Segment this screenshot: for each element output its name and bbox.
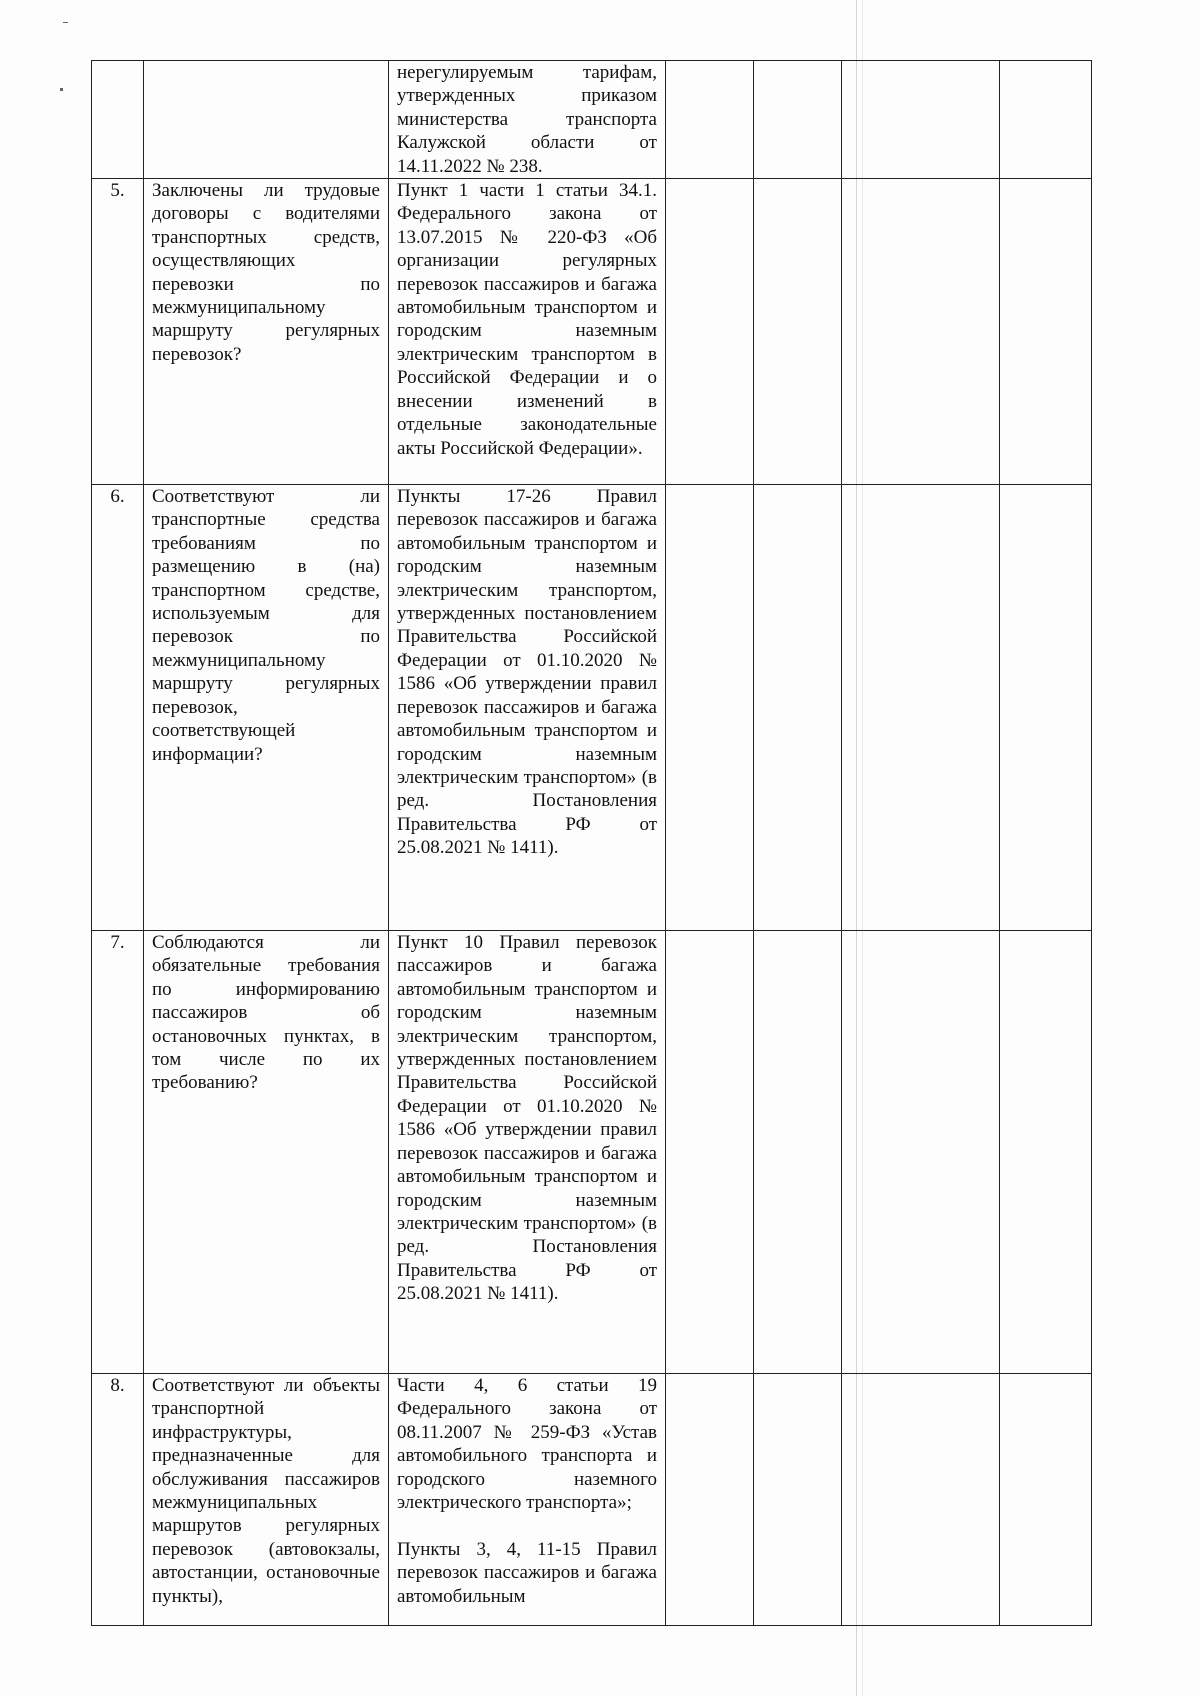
row-number	[92, 61, 144, 179]
empty-cell	[666, 1374, 754, 1626]
scan-speck	[60, 88, 63, 91]
checklist-table	[91, 60, 1092, 1626]
table-row	[92, 61, 1092, 179]
table-row	[92, 1374, 1092, 1626]
empty-cell	[754, 179, 842, 485]
row-number: 7.	[92, 931, 144, 1374]
empty-cell	[1000, 61, 1092, 179]
row-legal-reference: Пункты 17-26 Правил перевозок пассажиров и багажа автомобильным транспортом и городским наземным электрическим транспортом, утвержденных постановлением Правительства Российской Федерации от 01.10.2020 № 1586 «Об утверждении правил перевозок пассажиров и багажа автомобильным транспортом и городским наземным электрическим транспортом» (в ред. Постановления Правительства РФ от 25.08.2021 № 1411).	[389, 485, 666, 931]
row-legal-reference: Пункт 10 Правил перевозок пассажиров и багажа автомобильным транспортом и городским наземным электрическим транспортом, утвержденных постановлением Правительства Российской Федерации от 01.10.2020 № 1586 «Об утверждении правил перевозок пассажиров и багажа автомобильным транспортом и городским наземным электрическим транспортом» (в ред. Постановления Правительства РФ от 25.08.2021 № 1411).	[389, 931, 666, 1374]
row-number: 6.	[92, 485, 144, 931]
row-question: Заключены ли трудовые договоры с водителями транспортных средств, осуществляющих перевозки по межмуниципальному маршруту регулярных перевозок?	[144, 179, 389, 485]
reference-paragraph: Пункты 3, 4, 11-15 Правил перевозок пассажиров и багажа автомобильным	[397, 1538, 657, 1607]
empty-cell	[1000, 179, 1092, 485]
empty-cell	[666, 931, 754, 1374]
empty-cell	[666, 61, 754, 179]
table-row	[92, 179, 1092, 485]
table-row	[92, 931, 1092, 1374]
row-legal-reference	[389, 1374, 666, 1626]
empty-cell	[666, 179, 754, 485]
paragraph-gap	[397, 1514, 657, 1537]
reference-paragraph: Части 4, 6 статьи 19 Федерального закона от 08.11.2007 № 259-ФЗ «Устав автомобильного транспорта и городского наземного электрического транспорта»;	[397, 1375, 657, 1514]
empty-cell	[754, 61, 842, 179]
empty-cell	[842, 1374, 1000, 1626]
row-question: Соответствуют ли объекты транспортной инфраструктуры, предназначенные для обслуживания пассажиров межмуниципальных маршрутов регулярных перевозок (автовокзалы, автостанции, остановочные пункты),	[144, 1374, 389, 1626]
table-row	[92, 485, 1092, 931]
empty-cell	[666, 485, 754, 931]
empty-cell	[1000, 485, 1092, 931]
row-question: Соответствуют ли транспортные средства требованиям по размещению в (на) транспортном средстве, используемым для перевозок по межмуниципальному маршруту регулярных перевозок, соответствующей информации?	[144, 485, 389, 931]
empty-cell	[754, 485, 842, 931]
empty-cell	[842, 931, 1000, 1374]
row-legal-reference: Пункт 1 части 1 статьи 34.1. Федерального закона от 13.07.2015 № 220-ФЗ «Об организации регулярных перевозок пассажиров и багажа автомобильным транспортом и городским наземным электрическим транспортом в Российской Федерации и о внесении изменений в отдельные законодательные акты Российской Федерации».	[389, 179, 666, 485]
empty-cell	[754, 931, 842, 1374]
empty-cell	[842, 485, 1000, 931]
row-legal-reference: нерегулируемым тарифам, утвержденных приказом министерства транспорта Калужской области от 14.11.2022 № 238.	[389, 61, 666, 179]
row-question	[144, 61, 389, 179]
empty-cell	[842, 61, 1000, 179]
row-number: 8.	[92, 1374, 144, 1626]
empty-cell	[1000, 1374, 1092, 1626]
empty-cell	[1000, 931, 1092, 1374]
row-question: Соблюдаются ли обязательные требования по информированию пассажиров об остановочных пунктах, в том числе по их требованию?	[144, 931, 389, 1374]
scan-speck	[63, 22, 68, 23]
empty-cell	[842, 179, 1000, 485]
row-number: 5.	[92, 179, 144, 485]
empty-cell	[754, 1374, 842, 1626]
